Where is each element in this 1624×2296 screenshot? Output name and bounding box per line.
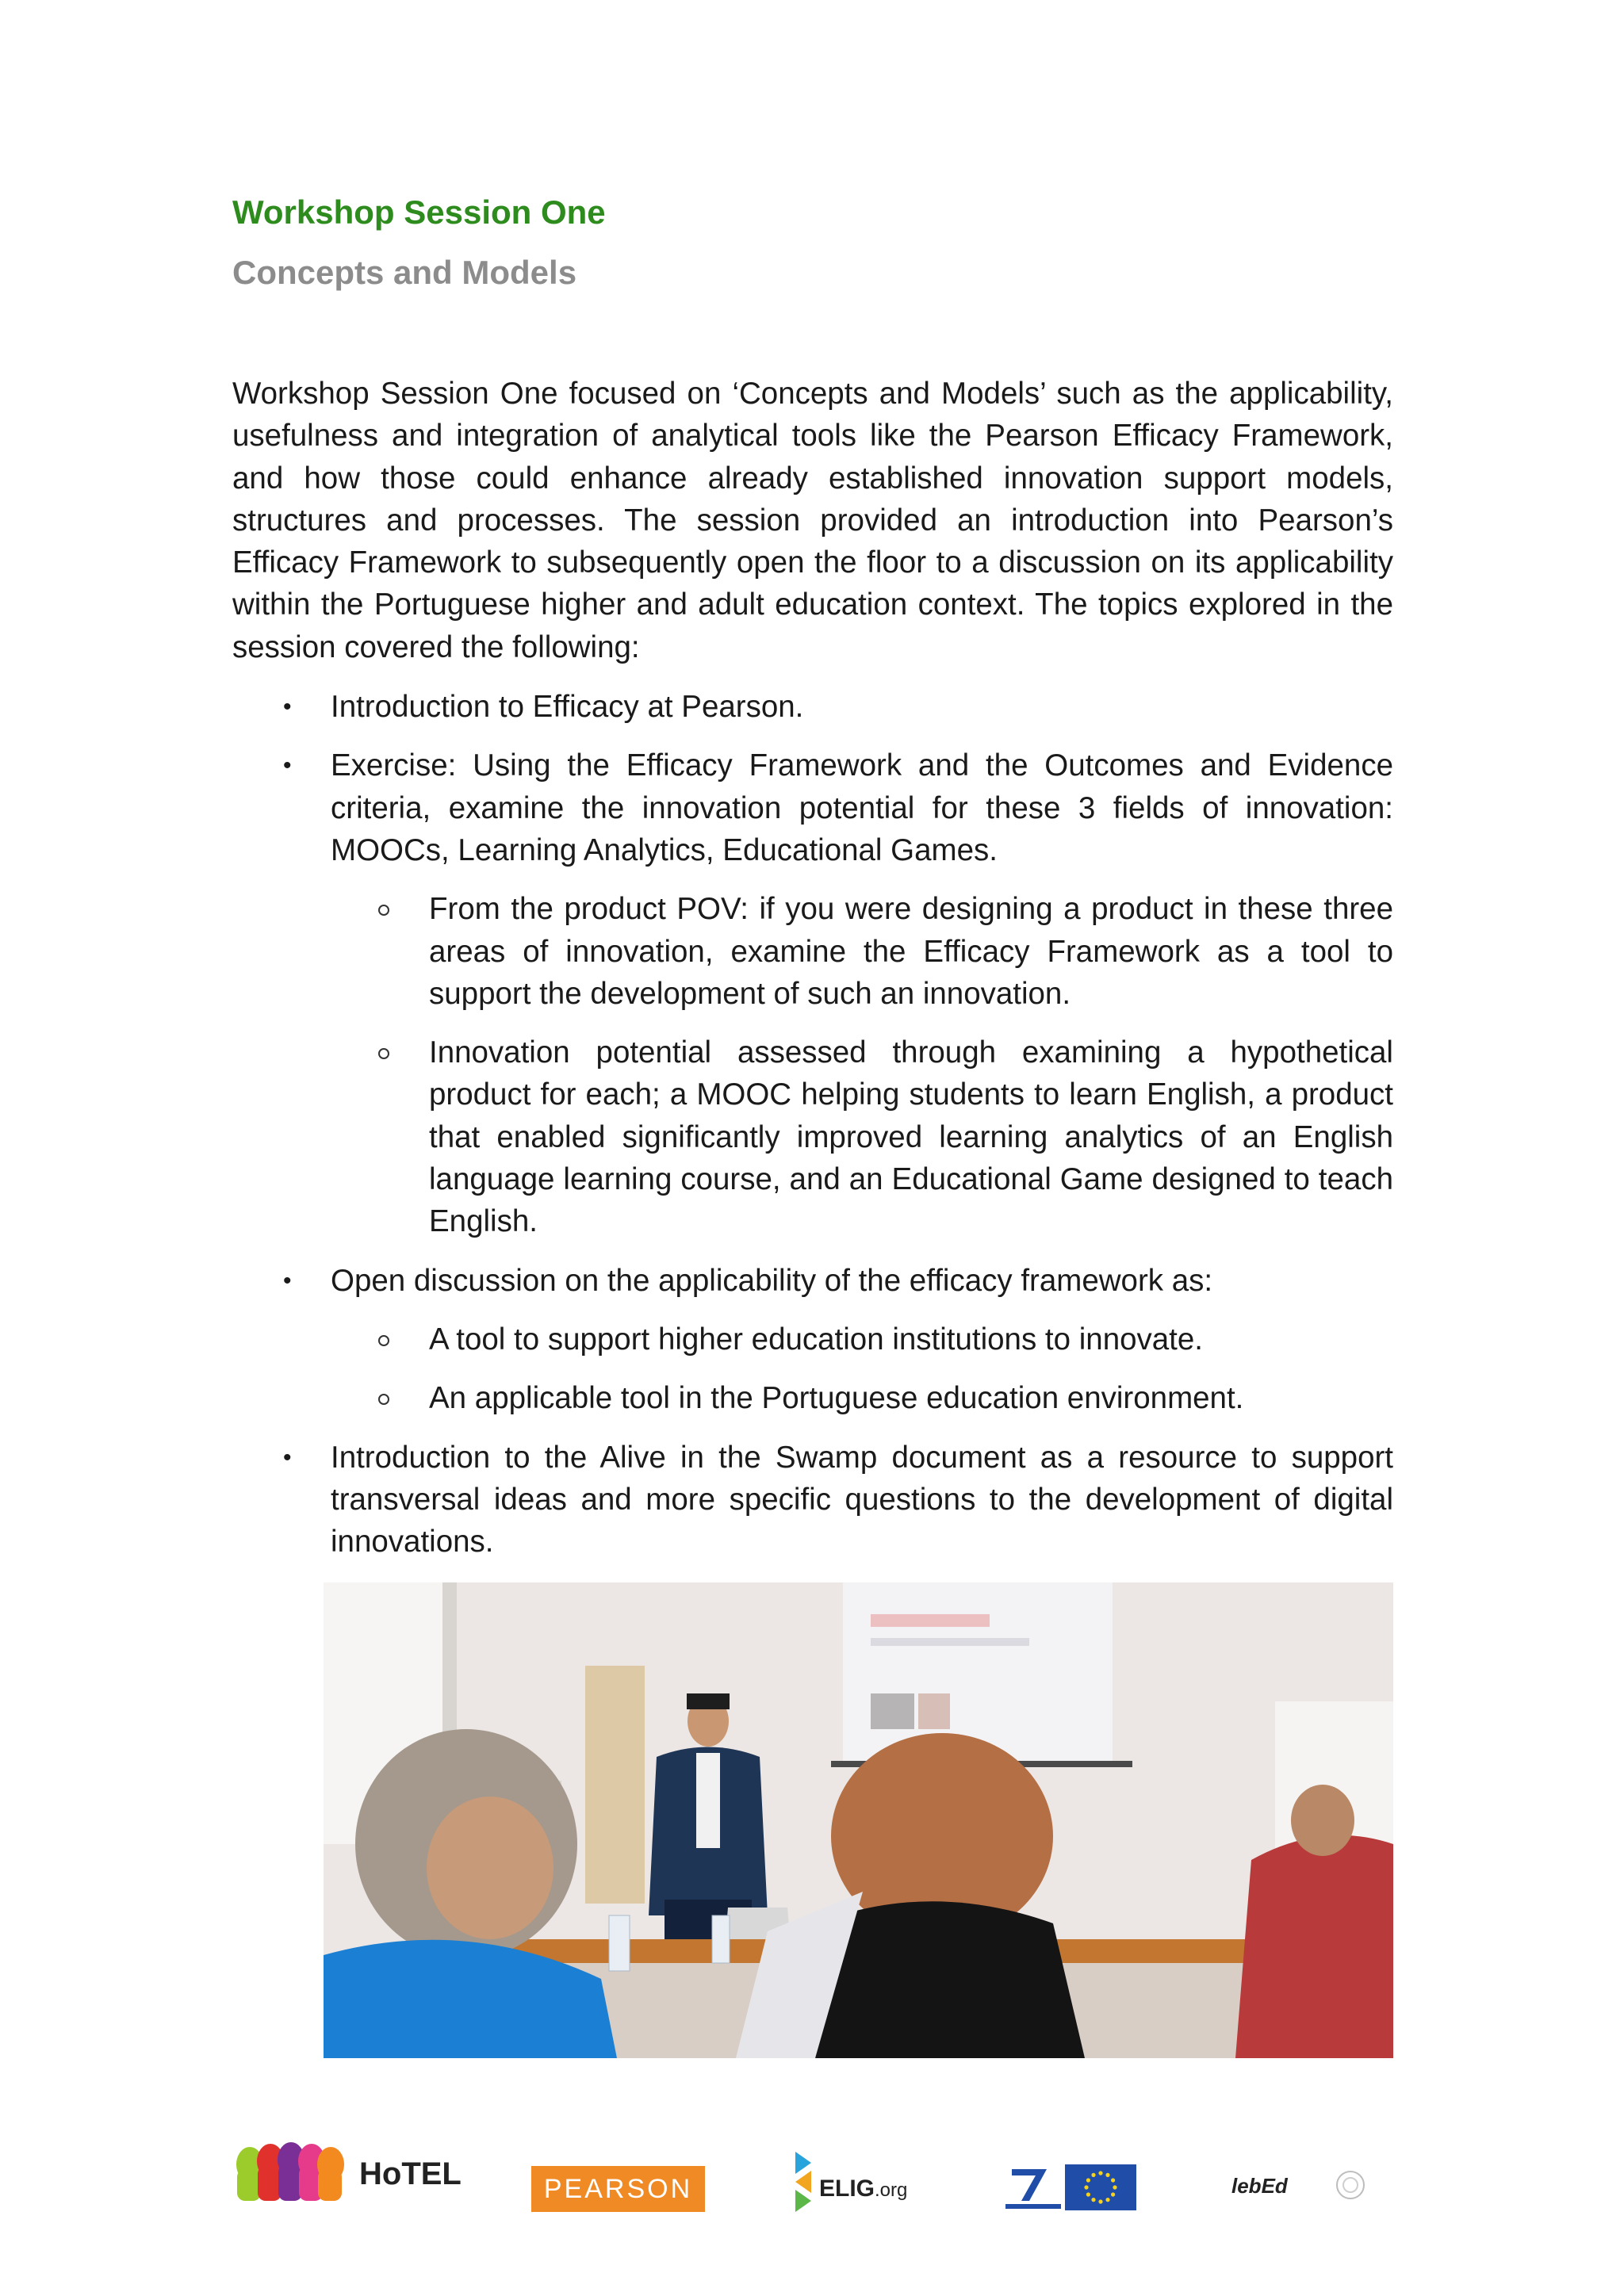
eu-flag-icon xyxy=(1065,2164,1136,2210)
fp7-logo xyxy=(1005,2164,1061,2214)
list-item-text: Introduction to Efficacy at Pearson. xyxy=(331,690,804,725)
elig-logo-suffix: .org xyxy=(875,2179,908,2201)
fp7-mark-icon xyxy=(1005,2164,1061,2210)
sub-list-item-text: A tool to support higher education institutions to innovate. xyxy=(429,1322,1203,1357)
elig-logo-main: ELIG xyxy=(819,2175,875,2202)
section-subtitle: Concepts and Models xyxy=(232,254,577,291)
sub-list-item xyxy=(331,1377,1393,1419)
circle-bullet-icon xyxy=(378,1335,389,1346)
bullet-icon: • xyxy=(283,694,292,721)
bullet-icon: • xyxy=(283,1267,292,1294)
hotel-logo-text: HoTEL xyxy=(359,2156,462,2191)
circle-bullet-icon xyxy=(378,905,389,916)
list-item xyxy=(232,1437,1393,1563)
list-item-text: Open discussion on the applicability of the efficacy framework as: xyxy=(331,1263,1213,1298)
list-item xyxy=(232,1260,1393,1420)
pearson-logo: PEARSON xyxy=(531,2166,705,2212)
footer-logos xyxy=(232,2141,1393,2212)
hotel-logo xyxy=(232,2141,470,2212)
eu-flag-logo xyxy=(1065,2164,1136,2214)
list-item xyxy=(232,744,1393,1242)
list-item-text: Introduction to the Alive in the Swamp document as a resource to support transversal ideas and more specific questions to the development of digital innovations. xyxy=(331,1440,1393,1559)
sub-list-item-text: Innovation potential assessed through examining a hypothetical product for each; a MOOC helping students to learn English, a product that enabled significantly improved learning analytics of an English language learning course, and an Educational Game designed to teach English. xyxy=(429,1035,1393,1239)
bullet-icon: • xyxy=(283,752,292,779)
elig-mark-icon xyxy=(787,2152,819,2212)
sub-list xyxy=(331,1318,1393,1420)
sub-list xyxy=(331,888,1393,1242)
workshop-photo-illustration xyxy=(324,1582,1393,2058)
partner-seal-logo xyxy=(1335,2169,1366,2205)
seal-icon xyxy=(1335,2169,1366,2201)
hotel-people-icon xyxy=(232,2141,351,2204)
section-title: Workshop Session One xyxy=(232,193,606,231)
page-content xyxy=(232,189,1393,1579)
intro-paragraph: Workshop Session One focused on ‘Concepts and Models’ such as the applicability, usefulness and integration of analytical tools like the Pearson Efficacy Framework, and how those could enhance already established innovation support models, structures and processes. The session provided an introduction into Pearson’s Efficacy Framework to subsequently open the floor to a discussion on its applicability within the Portuguese higher and adult education context. The topics explored in the session covered the following: xyxy=(232,377,1393,664)
list-item-text: Exercise: Using the Efficacy Framework and the Outcomes and Evidence criteria, examine the innovation potential for these 3 fields of innovation: MOOCs, Learning Analytics, Educational Games. xyxy=(331,748,1393,867)
list-item xyxy=(232,686,1393,728)
circle-bullet-icon xyxy=(378,1394,389,1405)
sub-list-item xyxy=(331,1031,1393,1242)
topics-list xyxy=(232,686,1393,1563)
elig-logo xyxy=(787,2152,908,2215)
sub-list-item xyxy=(331,888,1393,1015)
workshop-photo xyxy=(324,1582,1393,2058)
lebed-logo: lebEd xyxy=(1231,2174,1288,2198)
elig-logo-text xyxy=(819,2175,907,2202)
circle-bullet-icon xyxy=(378,1048,389,1059)
sub-list-item-text: From the product POV: if you were designing a product in these three areas of innovation, examine the Efficacy Framework as a tool to support the development of such an innovation. xyxy=(429,892,1393,1011)
sub-list-item-text: An applicable tool in the Portuguese education environment. xyxy=(429,1381,1244,1416)
bullet-icon: • xyxy=(283,1444,292,1471)
sub-list-item xyxy=(331,1318,1393,1360)
